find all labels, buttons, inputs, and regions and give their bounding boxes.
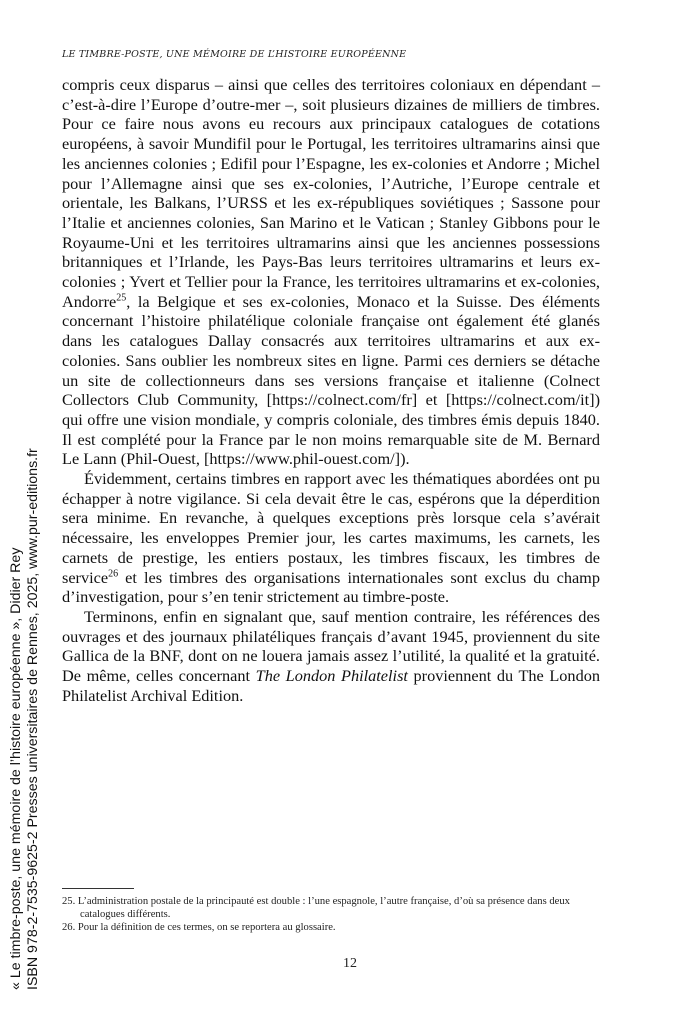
paragraph-3-text-b: proviennent du The London Philatelist Archival Edition.: [62, 666, 600, 705]
footnote-divider: [62, 888, 134, 889]
paragraph-1: [62, 75, 600, 469]
paragraph-1-text-b: , la Belgique et ses ex-colonies, Monaco et la Suisse. Des éléments concernant l’histoire philatélique coloniale française ont également été glanés dans les catalogues Dallay consacrés aux territoires ultramarins et aux ex-colonies. Sans oublier les nombreux sites en ligne. Parmi ces derniers se détache un site de collectionneurs dans ses versions française et italienne (Colnect Collectors Club Community, [https://colnect.com/fr] et [https://colnect.com/it]) qui offre une vision mondiale, y compris coloniale, des timbres émis depuis 1840. Il est complété pour la France par le non moins remarquable site de M. Bernard Le Lann (Phil-Ouest, [https://www.phil-ouest.com/]).: [62, 291, 600, 469]
body-text: [62, 75, 600, 706]
side-credit-line-1: « Le timbre-poste, une mémoire de l’histoire européenne », Didier Rey: [8, 547, 24, 990]
paragraph-2-text-b: et les timbres des organisations internationales sont exclus du champ d’investigation, pour s’en tenir strictement au timbre-poste.: [62, 567, 600, 607]
paragraph-3: [62, 607, 600, 706]
paragraph-1-text-a: compris ceux disparus – ainsi que celles des territoires coloniaux en dépendant – c’est-à-dire l’Europe d’outre-mer –, soit plusieurs dizaines de milliers de timbres. Pour ce faire nous avons eu recours aux principaux catalogues de cotations européens, à savoir Mundifil pour le Portugal, les territoires ultramarins ainsi que les anciennes colonies ; Edifil pour l’Espagne, les ex-colonies et Andorre ; Michel pour l’Allemagne ainsi que ses ex-colonies, l’Autriche, l’Europe centrale et orientale, les Balkans, l’URSS et les ex-républiques soviétiques ; Sassone pour l’Italie et anciennes colonies, San Marino et le Vatican ; Stanley Gibbons pour le Royaume-Uni et les territoires ultramarins ainsi que les anciennes possessions britanniques et l’Irlande, les Pays-Bas leurs territoires ultramarins et leurs ex-colonies ; Yvert et Tellier pour la France, les territoires ultramarins et ex-colonies, Andorre: [62, 75, 600, 311]
page-number: 12: [343, 956, 357, 971]
journal-title: The London Philatelist: [255, 666, 408, 686]
side-credit-line-2: ISBN 978-2-7535-9625-2 Presses universitaires de Rennes, 2025, www.pur-editions.fr: [25, 448, 41, 990]
side-credit: [8, 448, 42, 990]
footnote-26: 26. Pour la définition de ces termes, on se reportera au glossaire.: [62, 922, 336, 933]
running-head: LE TIMBRE-POSTE, UNE MÉMOIRE DE L’HISTOIRE EUROPÉENNE: [62, 49, 407, 60]
footnote-ref-26[interactable]: 26: [108, 568, 119, 580]
footnote-ref-25[interactable]: 25: [116, 292, 127, 304]
paragraph-2-text-a: Évidemment, certains timbres en rapport avec les thématiques abordées ont pu échapper à notre vigilance. Si cela devait être le cas, espérons que la déperdition sera minime. En revanche, à quelques exceptions près lorsque cela s’avérait nécessaire, les enveloppes Premier jour, les cartes maximums, les carnets, les carnets de prestige, les entiers postaux, les timbres fiscaux, les timbres de service: [62, 469, 600, 587]
paragraph-3-text-a: Terminons, enfin en signalant que, sauf mention contraire, les références des ouvrages et des journaux philatéliques français d’avant 1945, proviennent du site Gallica de la BNF, dont on ne louera jamais assez l’utilité, la qualité et la gratuité. De même, celles concernant: [62, 606, 600, 686]
footnote-25: 25. L’administration postale de la principauté est double : l’une espagnole, l’autre française, d’où sa présence dans deux catalogues différents.: [62, 896, 570, 920]
paragraph-2: [62, 469, 600, 607]
footnotes: [62, 895, 602, 934]
